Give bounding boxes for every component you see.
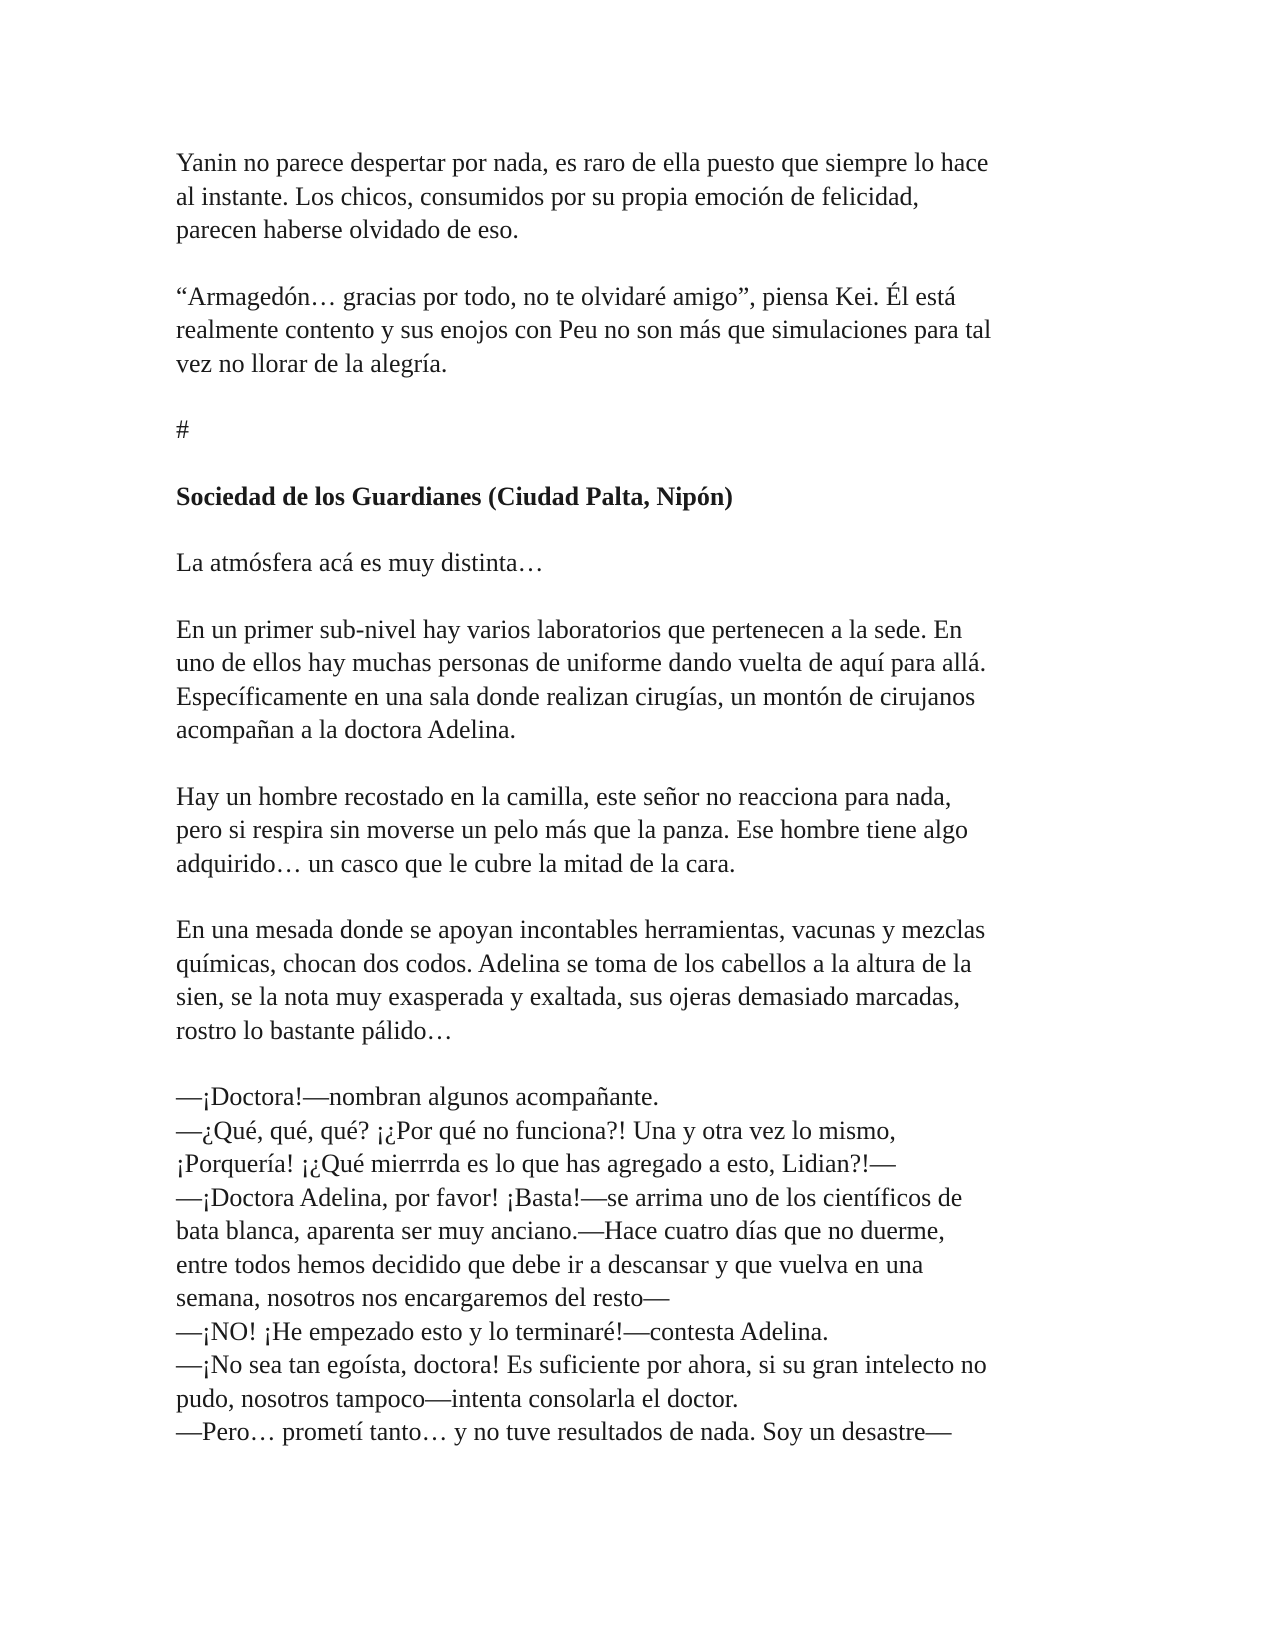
dialogue-line: —¡Doctora!—nombran algunos acompañante. (176, 1082, 660, 1111)
paragraph: En una mesada donde se apoyan incontables herramientas, vacunas y mezclas químicas, chocan dos codos. Adelina se toma de los cabellos a la altura de la sien, se la nota muy exasperada y exaltada, sus ojeras demasiado marcadas, rostro lo bastante pálido… (176, 915, 986, 1045)
paragraph: Hay un hombre recostado en la camilla, este señor no reacciona para nada, pero si respira sin moverse un pelo más que la panza. Ese hombre tiene algo adquirido… un casco que le cubre la mitad de la cara. (176, 781, 969, 878)
paragraph: La atmósfera acá es muy distinta… (176, 548, 544, 577)
dialogue-line: —Pero… prometí tanto… y no tuve resultados de nada. Soy un desastre— (176, 1417, 952, 1446)
dialogue-line: —¡Doctora Adelina, por favor! ¡Basta!—se arrima uno de los científicos de bata blanca, aparenta ser muy anciano.—Hace cuatro días que no duerme, entre todos hemos decidido que debe ir a descansar y que vuelva en una semana, nosotros nos encargaremos del resto— (176, 1182, 963, 1312)
dialogue-line: —¡NO! ¡He empezado esto y lo terminaré!—contesta Adelina. (176, 1316, 829, 1346)
paragraph: “Armagedón… gracias por todo, no te olvidaré amigo”, piensa Kei. Él está realmente contento y sus enojos con Peu no son más que simulaciones para tal vez no llorar de la alegría. (176, 281, 992, 378)
dialogue-line: —¡No sea tan egoísta, doctora! Es suficiente por ahora, si su gran intelecto no pudo, nosotros tampoco—intenta consolarla el doctor. (176, 1350, 987, 1413)
section-heading: Sociedad de los Guardianes (Ciudad Palta, Nipón) (176, 481, 733, 511)
dialogue-line: —¿Qué, qué, qué? ¡¿Por qué no funciona?! Una y otra vez lo mismo, ¡Porquería! ¡¿Qué mierrrda es lo que has agregado a esto, Lidian?!— (176, 1115, 896, 1178)
paragraph: En un primer sub-nivel hay varios laboratorios que pertenecen a la sede. En uno de ellos hay muchas personas de uniforme dando vuelta de aquí para allá. Específicamente en una sala donde realizan cirugías, un montón de cirujanos acompañan a la doctora Adelina. (176, 614, 987, 744)
document-body (176, 146, 1096, 1449)
paragraph: Yanin no parece despertar por nada, es raro de ella puesto que siempre lo hace al instante. Los chicos, consumidos por su propia emoción de felicidad, parecen haberse olvidado de eso. (176, 148, 989, 244)
scene-break: # (176, 415, 189, 444)
